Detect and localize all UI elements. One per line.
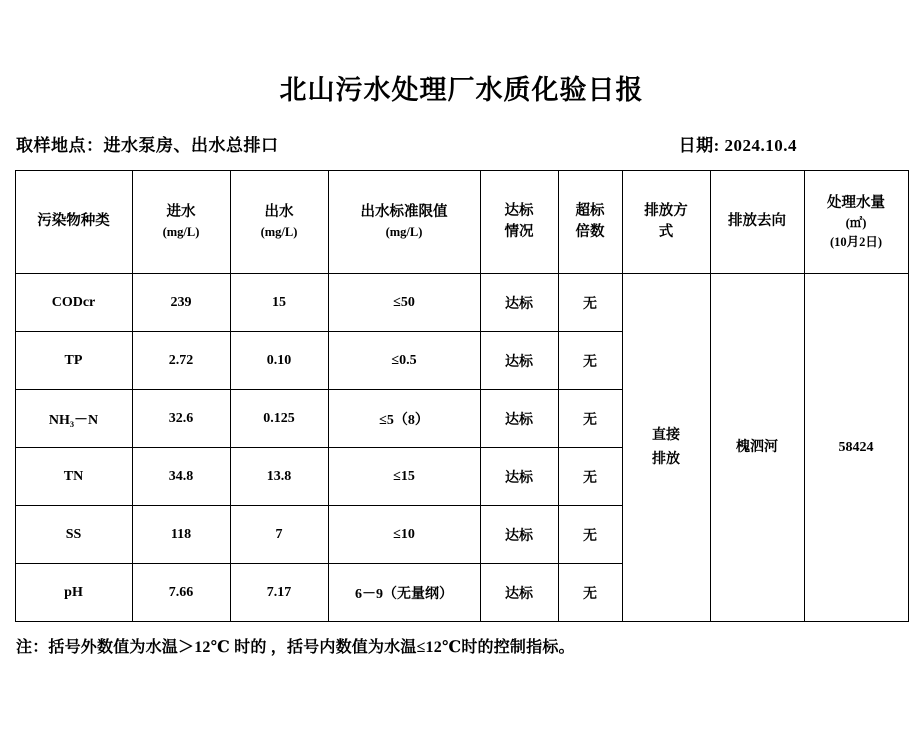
header-exceed-line1: 超标	[575, 202, 605, 219]
page-title: 北山污水处理厂水质化验日报	[279, 75, 644, 105]
cell-standard: ≤5（8）	[328, 390, 480, 448]
cell-compliance: 达标	[480, 564, 558, 622]
cell-compliance: 达标	[480, 274, 558, 332]
cell-exceed: 无	[558, 390, 622, 448]
cell-influent: 7.66	[132, 564, 230, 622]
cell-compliance: 达标	[480, 506, 558, 564]
header-exceed-multiple	[558, 171, 622, 274]
cell-effluent: 7	[230, 506, 328, 564]
cell-effluent: 0.125	[230, 390, 328, 448]
cell-influent: 2.72	[132, 332, 230, 390]
cell-pollutant: NH₃－N	[15, 390, 132, 448]
cell-compliance: 达标	[480, 332, 558, 390]
cell-compliance: 达标	[480, 390, 558, 448]
cell-compliance: 达标	[480, 448, 558, 506]
cell-effluent: 7.17	[230, 564, 328, 622]
cell-influent: 118	[132, 506, 230, 564]
header-effluent	[230, 171, 328, 274]
cell-exceed: 无	[558, 506, 622, 564]
cell-influent: 239	[132, 274, 230, 332]
header-compliance-line2: 情况	[504, 224, 534, 240]
discharge-mode-line1: 直接	[652, 427, 680, 443]
cell-effluent: 13.8	[230, 448, 328, 506]
footnote: 注：括号外数值为水温＞12℃ 时的 ，括号内数值为水温≤12℃时的控制指标。	[16, 639, 575, 656]
cell-exceed: 无	[558, 564, 622, 622]
cell-exceed: 无	[558, 448, 622, 506]
header-discharge-mode-line1: 排放方	[644, 202, 688, 219]
header-influent-unit: (mg/L)	[162, 225, 200, 240]
cell-water-volume: 58424	[804, 274, 908, 622]
header-water-volume-unit: (㎡)	[845, 216, 867, 231]
header-water-volume-line1: 处理水量	[827, 195, 885, 212]
header-standard-unit: (mg/L)	[385, 225, 423, 240]
header-pollutant-label: 污染物种类	[37, 213, 110, 230]
cell-exceed: 无	[558, 332, 622, 390]
header-standard-label: 出水标准限值	[360, 204, 448, 221]
cell-standard: ≤10	[328, 506, 480, 564]
cell-discharge-mode	[622, 274, 710, 622]
cell-standard: ≤15	[328, 448, 480, 506]
header-exceed-line2: 倍数	[575, 224, 605, 240]
cell-effluent: 15	[230, 274, 328, 332]
cell-influent: 34.8	[132, 448, 230, 506]
cell-pollutant: SS	[15, 506, 132, 564]
header-discharge-destination-label: 排放去向	[728, 213, 786, 230]
header-effluent-label: 出水	[264, 204, 294, 221]
cell-pollutant: pH	[15, 564, 132, 622]
header-standard-limit	[328, 171, 480, 274]
header-water-volume-date: (10月2日)	[829, 234, 883, 249]
subheader-row	[0, 131, 923, 156]
header-water-volume	[804, 171, 908, 274]
cell-standard: ≤50	[328, 274, 480, 332]
header-discharge-destination	[710, 171, 804, 274]
sampling-location: 取样地点：进水泵房、出水总排口	[16, 136, 279, 155]
header-effluent-unit: (mg/L)	[260, 225, 298, 240]
cell-pollutant: TN	[15, 448, 132, 506]
report-page	[0, 68, 923, 740]
header-influent-label: 进水	[166, 204, 196, 221]
cell-exceed: 无	[558, 274, 622, 332]
header-pollutant	[15, 171, 132, 274]
report-date: 日期: 2024.10.4	[678, 136, 797, 155]
table-row	[15, 274, 908, 332]
header-compliance	[480, 171, 558, 274]
cell-discharge-destination: 槐泗河	[710, 274, 804, 622]
discharge-mode-line2: 排放	[652, 451, 680, 467]
cell-standard: 6－9（无量纲）	[328, 564, 480, 622]
header-compliance-line1: 达标	[504, 202, 534, 219]
water-quality-table	[15, 170, 909, 622]
header-discharge-mode-line2: 式	[658, 224, 674, 240]
cell-pollutant: TP	[15, 332, 132, 390]
header-influent	[132, 171, 230, 274]
cell-standard: ≤0.5	[328, 332, 480, 390]
table-header-row	[15, 171, 908, 274]
cell-effluent: 0.10	[230, 332, 328, 390]
cell-pollutant: CODcr	[15, 274, 132, 332]
header-discharge-mode	[622, 171, 710, 274]
cell-influent: 32.6	[132, 390, 230, 448]
